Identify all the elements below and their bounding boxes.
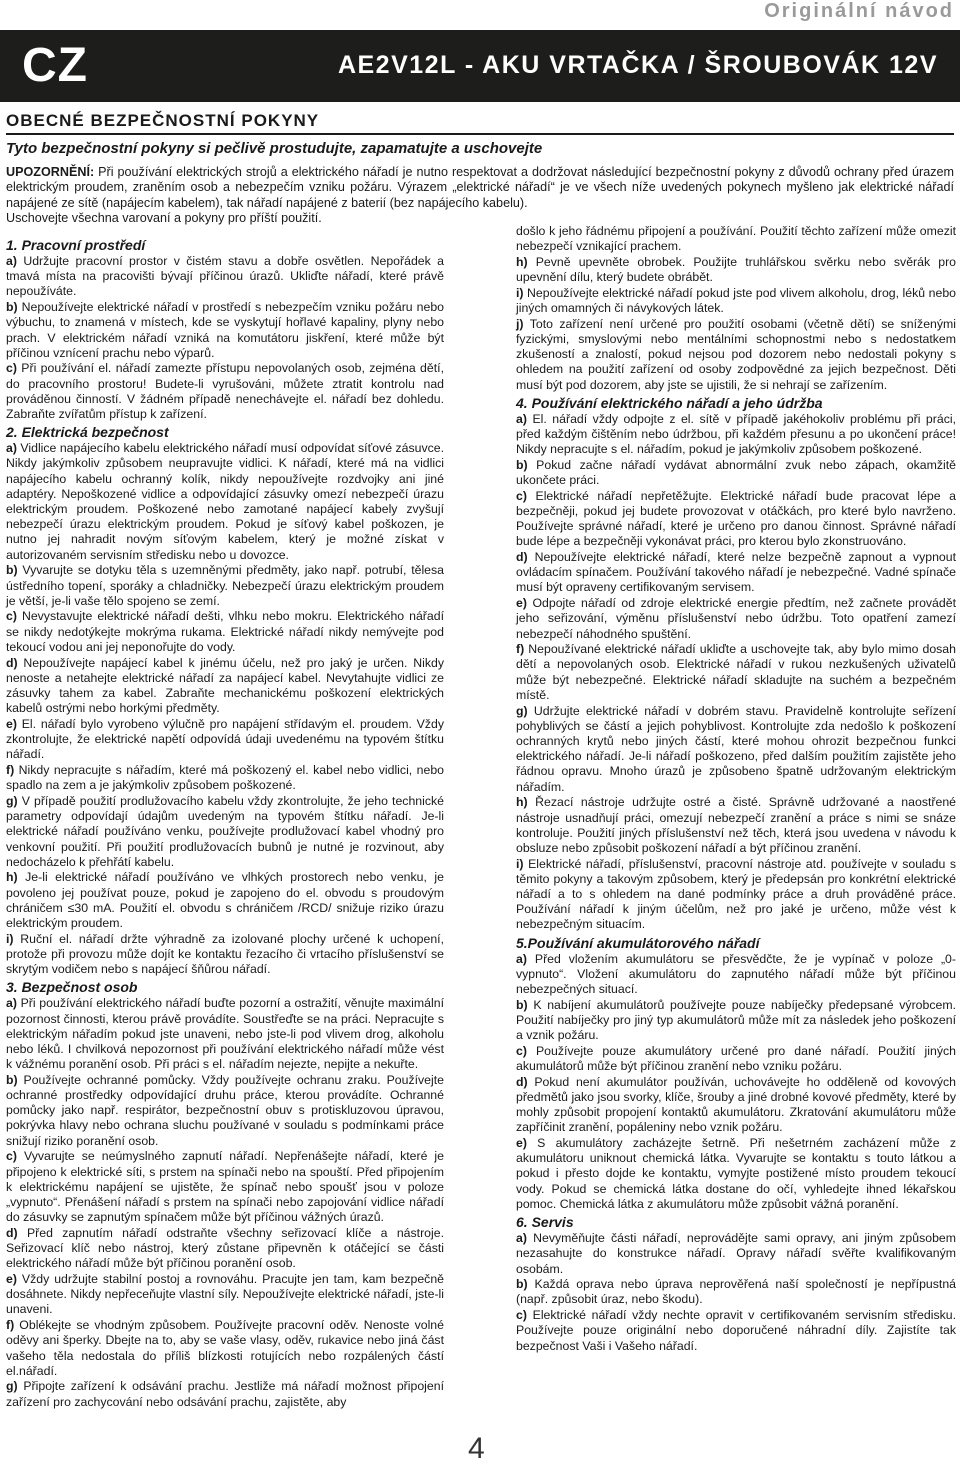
item-label: e) [6, 1272, 17, 1286]
instruction-item [6, 932, 444, 978]
item-text: Nevyměňujte části nářadí, neprovádějte sami opravy, ani jiným způsobem nezasahujte do konstrukce nářadí. Opravy nářadí svěřte kvalifikovaným osobám. [516, 1231, 956, 1276]
item-label: h) [516, 795, 528, 810]
document-type-label: Originální návod [764, 0, 954, 22]
item-label: d) [6, 1225, 18, 1240]
section-title: OBECNÉ BEZPEČNOSTNÍ POKYNY [6, 111, 320, 130]
instruction-item [6, 441, 444, 563]
instruction-item [516, 550, 956, 596]
header-bar [0, 30, 960, 102]
instruction-item [516, 255, 956, 285]
product-title: AE2V12L - AKU VRTAČKA / ŠROUBOVÁK 12V [337, 51, 938, 79]
item-label: b) [6, 1072, 18, 1087]
instruction-item [6, 361, 444, 422]
keep-instructions: Uschovejte všechna varovaní a pokyny pro příští použití. [6, 210, 322, 225]
item-text: El. nářadí bylo vyrobeno výlučně pro napájení střídavým el. proudem. Vždy zkontrolujte, že elektrické napětí odpovídá údaji uvedenému na typovém štítku nářadí. [6, 716, 445, 762]
instruction-item [6, 656, 444, 717]
section-heading: 3. Bezpečnost osob [6, 979, 138, 996]
item-label: c) [6, 1149, 17, 1164]
instruction-item [516, 1308, 956, 1354]
section-heading: 4. Používání elektrického nářadí a jeho údržba [516, 394, 823, 411]
item-label: i) [6, 931, 14, 946]
item-text: Nevystavujte elektrické nářadí dešti, vlhku nebo mokru. Elektrického nářadí se nikdy nedotýkejte mokrýma rukama. Elektrické nářadí nikdy nemývejte pod tekoucí vodou ani jej neponořujte do vody. [6, 609, 444, 654]
instruction-item [516, 458, 956, 488]
item-text: Každá oprava nebo úprava neprověřená naší společností je nepřípustná (např. způsobit úraz, nebo škodu). [516, 1277, 956, 1307]
item-text: Nepoužívejte elektrické nářadí pokud jste pod vlivem alkoholu, drog, léků nebo jiných omamných či návykových látek. [516, 285, 956, 316]
instruction-item [6, 1073, 444, 1149]
item-text: K nabíjení akumulátorů používejte pouze nabíječky předepsané výrobcem. Použití nabíječky pro jiný typ akumulátorů může mít za následek jeho poškození a vznik požáru. [516, 997, 956, 1043]
item-text: Toto zařízení není určené pro použití osobami (včetně dětí) se sníženými fyzickými, smyslovými nebo mentálními schopnostmi nebo s nedostatkem zkušeností a znalostí, pokud nejsou pod dozorem nebo nedostali pokyny s ohledem na použití zařízení od osoby zodpovědné za jejich bezpečnost. Děti musí být pod dozorem, aby jste se ujistili, že si nehrají se zařízením. [516, 316, 956, 392]
item-text: Před vložením akumulátoru se přesvědčte, že je vypínač v poloze „0-vypnuto“. Vložení akumulátoru do zapnutého nářadí může být příčinou nebezpečných situací. [516, 951, 956, 997]
instruction-item [516, 1075, 956, 1136]
item-text: Při používání el. nářadí zamezte přístupu nepovolaných osob, zejména dětí, do pracovního prostoru! Budete-li vyrušováni, můžete ztratit kontrolu nad prováděnou činností. V žádném případě nenechávejte el. nářadí bez dohledu. Zabraňte zvířatům přístup k zařízení. [6, 361, 444, 422]
instruction-item [516, 224, 956, 254]
left-column [6, 235, 444, 1410]
instruction-item [516, 952, 956, 998]
item-text: Nikdy nepracujte s nářadím, které má poškozený el. kabel nebo vidlici, nebo spadlo na zem a je jakýmkoliv způsobem poškozené. [6, 763, 444, 793]
item-label: b) [6, 563, 18, 578]
item-text: Je-li elektrické nářadí používáno ve vlhkých prostorech nebo venku, je povoleno jej používat pouze, pokud je zapojeno do el. obvodu s proudovým chráničem ≤30 mA. Použití el. obvodu s chráničem /RCD/ snižuje riziko úrazu elektrickým proudem. [6, 870, 445, 931]
section-heading: 2. Elektrická bezpečnost [6, 424, 169, 441]
item-label: h) [6, 870, 18, 885]
instruction-item [516, 317, 956, 393]
item-text: Odpojte nářadí od zdroje elektrické energie předtím, než začnete provádět jeho seřizování, výměnu příslušenství nebo údržbu. Toto opatření zamezí nebezpečí náhodného spuštění. [516, 596, 956, 641]
item-label: a) [516, 1231, 527, 1246]
item-label: b) [6, 300, 18, 315]
item-label: a) [516, 951, 527, 966]
item-text: Vyvarujte se neúmyslného zapnutí nářadí. Nepřenášejte nářadí, které je připojeno k elektrické síti, s prstem na spínači nebo na spouští. Před připojením k elektrickému napájení se ujistěte, že spínač nebo spoušť jsou v poloze „vypnuto“. Přenášení nářadí s prstem na spínači nebo zapojování vidlice nářadí do zásuvky se zapnutým spínačem může být příčinou vážných úrazů. [6, 1149, 444, 1225]
item-text: Vidlice napájecího kabelu elektrického nářadí musí odpovídat síťové zásuvce. Nikdy jakýmkoliv způsobem neupravujte vidlici. K nářadí, které má na vidlici napájecího kabelu ochranný kolík, nikdy nepoužívejte rozdvojky ani jiné adaptéry. Nepoškozené vidlice a odpovídající zásuvky omezí nebezpečí úrazu elektrickým proudem. Poškozené nebo zamotané napájecí kabely zvyšují nebezpečí úrazu elektrickým proudem. Pokud je síťový kabel poškozen, je nutno jej nahradit novým síťovým kabelem, který je možné získat v autorizovaném servisním středisku nebo u dovozce. [6, 441, 444, 562]
item-label: e) [6, 716, 17, 731]
item-text: Vždy udržujte stabilní postoj a rovnováhu. Pracujte jen tam, kam bezpečně dosáhnete. Nikdy nepřeceňujte vlastní síly. Nepoužívejte elektrické nářadí, jste-li unaveni. [6, 1272, 444, 1317]
instruction-item [6, 609, 444, 655]
item-text: Elektrické nářadí vždy nechte opravit v certifikovaném servisním středisku. Používejte pouze originální nebo doporučené náhradní díly. Zajistíte tak bezpečnost Vaši i Vašeho nářadí. [516, 1308, 956, 1353]
item-text: Vyvarujte se dotyku těla s uzemněnými předměty, jako např. potrubí, tělesa ústředního topení, sporáky a chladničky. Nebezpečí úrazu elektrickým proudem je větší, je-li vaše tělo spojeno se zemí. [6, 563, 445, 608]
item-label: g) [6, 793, 18, 808]
item-text: Elektrické nářadí, příslušenství, pracovní nástroje atd. používejte v souladu s těmito pokyny a takovým způsobem, který je předepsán pro konkrétní elektrické nářadí a to s ohledem na dané podmínky práce a druh prováděné práce. Používání nářadí k jiným účelům, než pro jaké je určeno, může vést k nebezpečným situacím. [516, 856, 956, 932]
item-label: i) [516, 285, 524, 300]
item-label: e) [516, 596, 527, 611]
item-text: El. nářadí vždy odpojte z el. sítě v případě jakéhokoliv problému při práci, před každým čištěním nebo údržbou, při každém přesunu a po ukončení práce! Nikdy nepracujte s el. nářadím, pokud je jakýmkoliv způsobem poškozené. [516, 411, 956, 457]
item-text: Nepoužívejte napájecí kabel k jinému účelu, než pro jaký je určen. Nikdy nenoste a netahejte elektrické nářadí za napájecí kabel. Nevytahujte vidlici ze zásuvky tahem za kabel. Zabraňte mechanickému poškození elektrických kabelů ostrými nebo horkými předměty. [6, 655, 444, 716]
item-label: b) [516, 457, 528, 472]
instruction-item [6, 1149, 444, 1225]
instruction-item [516, 1044, 956, 1074]
item-label: c) [516, 1308, 527, 1323]
instruction-item [6, 1226, 444, 1272]
item-label: f) [6, 1318, 15, 1333]
item-label: e) [516, 1136, 527, 1151]
item-text: Řezací nástroje udržujte ostré a čisté. Správně udržované a naostřené nástroje usnadňují práci, omezují nebezpečí zranění a práce s nimi se snáze kontroluje. Použití jiných příslušenství než těch, která jsou uvedena v návodu k obsluze nebo způsobit poškození nářadí a být příčinou zranění. [516, 795, 956, 855]
instruction-item [6, 1272, 444, 1318]
section-heading: 1. Pracovní prostředí [6, 237, 146, 253]
item-label: c) [516, 488, 527, 503]
warning-text: Při používání elektrických strojů a elektrického nářadí je nutno respektovat a dodržovat následující bezpečnostní pokyny z důvodů ochrany před úrazem elektrickým proudem, zraněním osob a nebezpečím vzniku požáru. Výrazem „elektrické nářadí“ je ve všech níže uvedených pokynech myšleno jak elektrické nářadí napájené ze sítě (napájecím kabelem), tak nářadí napájené z baterií (bez napájecího kabelu). [6, 165, 954, 210]
item-label: a) [6, 441, 17, 456]
item-text: Používejte pouze akumulátory určené pro dané nářadí. Použití jiných akumulátorů může být příčinou zranění nebo vzniku požáru. [516, 1043, 956, 1074]
item-text: Nepoužívejte elektrické nářadí, které nelze bezpečně zapnout a vypnout ovládacím spínačem. Používání takového nářadí je nebezpečné. Vadné spínače musí být opraveny certifikovaným servisem. [516, 550, 957, 595]
section-heading: 5.Používání akumulátorového nářadí [516, 934, 760, 951]
instruction-item [516, 596, 956, 642]
item-text: Pevně upevněte obrobek. Použijte truhlářskou svěrku nebo svěrák pro upevnění dílu, který budete obrábět. [516, 254, 956, 285]
instruction-item [6, 717, 444, 763]
instruction-item [6, 254, 444, 300]
instruction-item [6, 794, 444, 870]
warning-label: UPOZORNĚNÍ: [6, 165, 95, 179]
item-text: Připojte zařízení k odsávání prachu. Jestliže má nářadí možnost připojení zařízení pro zachycování nebo odsávání prachu, zajistěte, aby [6, 1379, 444, 1409]
item-text: Před zapnutím nářadí odstraňte všechny seřizovací klíče a nástroje. Seřizovací klíč nebo nástroj, který zůstane připevněn k otáčející se části elektrického nářadí může být příčinou poranění osob. [6, 1225, 444, 1271]
item-label: c) [516, 1043, 527, 1058]
section-divider [6, 133, 954, 135]
instruction-item [516, 412, 956, 458]
instruction-item [516, 286, 956, 316]
intro-paragraph [6, 165, 954, 226]
item-text: Ruční el. nářadí držte výhradně za izolované plochy určené k uchopení, protože při provozu může dojít ke kontaktu řezacího či vrtacího příslušenství se skrytým vodičem nebo s napájecí šňůrou nářadí. [6, 931, 444, 977]
item-label: d) [516, 550, 528, 565]
instruction-item [6, 1318, 444, 1379]
instruction-item [516, 704, 956, 795]
item-text: Používejte ochranné pomůcky. Vždy používejte ochranu zraku. Používejte ochranné prostředky odpovídající druhu práce, kterou provádíte. Ochranné pomůcky jako např. respirátor, bezpečnostní obuv s protiskluzovou úpravou, pokrývka hlavy nebo ochrana sluchu používané v souladu s podmínkami práce snižují riziko poranění osob. [6, 1072, 444, 1148]
item-label: a) [6, 996, 17, 1011]
item-text: Udržujte elektrické nářadí v dobrém stavu. Pravidelně kontrolujte seřízení pohyblivých se částí a jejich pohyblivost. Kontrolujte zda nedošlo k poškození ochranných krytů nebo jiných částí, které mohou ohrozit bezpečnou funkci elektrického nářadí. Je-li nářadí poškozeno, před dalším použitím zajistěte jeho řádnou opravu. Mnoho úrazů je způsobeno špatně udržovaným elektrickým nářadím. [516, 703, 956, 794]
item-label: i) [516, 856, 524, 871]
item-text: Oblékejte se vhodným způsobem. Používejte pracovní oděv. Nenoste volné oděvy ani šperky. Dbejte na to, aby se vaše vlasy, oděv, rukavice nebo jiná část vašeho těla nedostala do příliš blízkosti rotujících nebo rozpálených částí el.nářadí. [6, 1318, 444, 1378]
item-label: f) [516, 642, 525, 657]
item-text: Elektrické nářadí nepřetěžujte. Elektrické nářadí bude pracovat lépe a bezpečněji, pokud jej budete provozovat v otáčkách, pro které bylo navrženo. Používejte správné nářadí, které je určeno pro danou činnost. Správné nářadí bude lépe a bezpečněji vykonávat práci, pro kterou bylo zkonstruováno. [516, 488, 956, 549]
instruction-item [516, 1277, 956, 1307]
item-text: Udržujte pracovní prostor v čistém stavu a dobře osvětlen. Nepořádek a tmavá místa na pracovišti bývají příčinou úrazů. Ukliďte nářadí, které právě nepoužíváte. [6, 254, 444, 299]
item-label: c) [6, 361, 17, 376]
item-label: j) [516, 316, 524, 331]
page-number: 4 [468, 1432, 485, 1465]
instruction-item [6, 870, 444, 931]
item-label: h) [516, 254, 528, 269]
instruction-item [516, 642, 956, 703]
item-text: došlo k jeho řádnému připojení a používání. Použití těchto zařízení může omezit nebezpečí vznikající prachem. [516, 224, 956, 254]
item-label: a) [516, 411, 527, 426]
right-column [516, 224, 956, 1354]
item-label: b) [516, 997, 528, 1012]
item-label: f) [6, 763, 15, 777]
item-label: g) [6, 1379, 18, 1394]
instruction-item [516, 1231, 956, 1277]
item-label: d) [516, 1074, 528, 1089]
instruction-item [6, 563, 444, 609]
instruction-item [516, 1136, 956, 1212]
instruction-item [6, 300, 444, 361]
instruction-item [6, 763, 444, 793]
item-text: Pokud začne nářadí vydávat abnormální zvuk nebo zápach, okamžitě ukončete práci. [516, 457, 956, 488]
item-label: g) [516, 703, 528, 718]
item-label: d) [6, 655, 18, 670]
item-text: Pokud není akumulátor používán, uchovávejte ho odděleně od kovových předmětů jako jsou svorky, klíče, šrouby a jiné drobné kovové předměty, které by mohly způsobit propojení kontaktů akumulátoru. Zkratování akumulátoru může zapříčinit zranění, popáleniny nebo vznik požáru. [516, 1074, 956, 1135]
item-text: V případě použití prodlužovacího kabelu vždy zkontrolujte, že jeho technické parametry odpovídají údajům uvedeným na typovém štítku nářadí. Je-li elektrické nářadí používáno venku, používejte prodlužovací kabel vhodný pro venkovní použití. Při použití prodlužovacích bubnů je nutné je rozvinout, aby nedocházelo k přehřátí kabelu. [6, 793, 445, 869]
item-text: Nepoužívané elektrické nářadí ukliďte a uschovejte tak, aby bylo mimo dosah dětí a nepovolaných osob. Elektrické nářadí v rukou nezkušených uživatelů může být nebezpečné. Elektrické nářadí skladujte na suchém a bezpečném místě. [516, 642, 956, 702]
item-text: S akumulátory zacházejte šetrně. Při nešetrném zacházení může z akumulátoru uniknout chemická látka. Vyvarujte se kontaktu s touto látkou a pokud i přesto dojde ke kontaktu, vymyjte postižené místo proudem tekoucí vody. Pokud se chemická látka dostane do očí, vyhledejte ihned lékařskou pomoc. Chemická látka z akumulátoru může způsobit vážná poranění. [516, 1136, 956, 1211]
safety-subtitle: Tyto bezpečnostní pokyny si pečlivě prostudujte, zapamatujte a uschovejte [6, 140, 543, 157]
item-label: b) [516, 1277, 528, 1292]
item-text: Nepoužívejte elektrické nářadí v prostředí s nebezpečím vzniku požáru nebo výbuchu, to znamená v místech, kde se vyskytují hořlavé kapaliny, plyny nebo prach. V elektrickém nářadí vzniká na komutátoru jiskření, které může být příčinou vznícení prachu nebo výparů. [6, 300, 444, 360]
item-label: c) [6, 609, 17, 624]
item-text: Při používání elektrického nářadí buďte pozorní a ostražití, věnujte maximální pozornost činnosti, kterou právě provádíte. Soustřeďte se na práci. Nepracujte s elektrickým nářadím pokud jste unaveni, nebo jste-li pod vlivem drog, alkoholu nebo léků. I chvilková nepozornost při používání elektrického nářadí může vést k vážnému poranění osob. Při práci s el. nářadím nejezte, nepijte a nekuřte. [6, 996, 444, 1072]
instruction-item [6, 996, 444, 1072]
instruction-item [516, 998, 956, 1044]
instruction-item [6, 1379, 444, 1409]
instruction-item [516, 489, 956, 550]
country-code: CZ [22, 39, 88, 92]
section-heading: 6. Servis [516, 1214, 574, 1231]
item-label: a) [6, 254, 17, 268]
instruction-item [516, 795, 956, 856]
instruction-item [516, 857, 956, 933]
